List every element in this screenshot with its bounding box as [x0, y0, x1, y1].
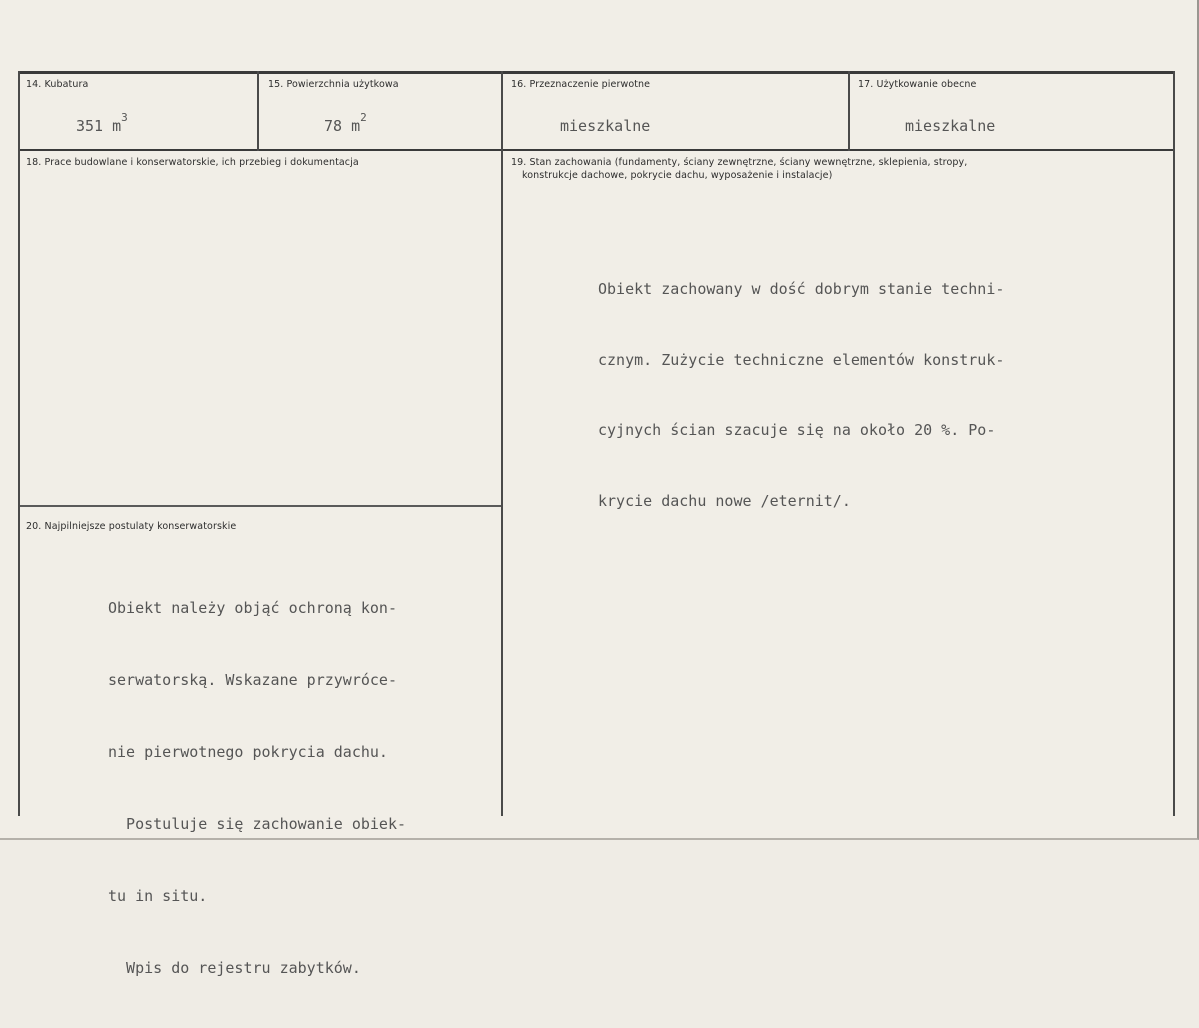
right-border [1173, 71, 1175, 816]
field-14-number: 351 m [76, 117, 122, 135]
field-20-line: Postuluje się zachowanie obiek- [108, 815, 407, 833]
divider-14-15 [257, 71, 259, 151]
field-18-label: 18. Prace budowlane i konserwatorskie, ich przebieg i dokumentacja [26, 157, 359, 168]
field-14-label: 14. Kubatura [26, 79, 89, 90]
field-20-line: Obiekt należy objąć ochroną kon- [108, 599, 397, 617]
field-19-line: cyjnych ścian szacuje się na około 20 %. Po- [598, 421, 996, 439]
field-15-number: 78 m [324, 117, 361, 135]
field-20-line: serwatorską. Wskazane przywróce- [108, 671, 397, 689]
field-15-value [324, 111, 367, 135]
top-rule [18, 71, 1175, 74]
divider-16-17 [848, 71, 850, 151]
field-19-line: Obiekt zachowany w dość dobrym stanie techni- [598, 280, 1005, 298]
field-19-line: cznym. Zużycie techniczne elementów konstruk- [598, 350, 1005, 369]
field-16-label: 16. Przeznaczenie pierwotne [511, 79, 651, 90]
field-15-exponent: 2 [360, 111, 367, 124]
field-20-label: 20. Najpilniejsze postulaty konserwatorskie [26, 521, 237, 532]
field-14-value [76, 111, 128, 135]
left-border [18, 71, 20, 816]
field-14-exponent: 3 [121, 111, 128, 124]
field-19-label-line1: 19. Stan zachowania (fundamenty, ściany zewnętrzne, ściany wewnętrzne, sklepienia, stropy, [511, 157, 968, 168]
field-20-line: Wpis do rejestru zabytków. [108, 959, 361, 977]
row-divider [18, 149, 1175, 151]
field-20-text [108, 548, 406, 1028]
field-17-label: 17. Użytkowanie obecne [858, 79, 977, 90]
field-20-line: nie pierwotnego pokrycia dachu. [108, 743, 388, 761]
center-divider [501, 71, 503, 816]
field-15-label: 15. Powierzchnia użytkowa [268, 79, 399, 90]
field-16-value: mieszkalne [560, 117, 651, 135]
field-19-text [598, 231, 1004, 560]
section-20-divider [18, 505, 502, 507]
field-19-label-line2: konstrukcje dachowe, pokrycie dachu, wyposażenie i instalacje) [522, 170, 833, 181]
field-20-line: tu in situ. [108, 887, 208, 905]
field-19-line: krycie dachu nowe /eternit/. [598, 491, 851, 510]
field-17-value: mieszkalne [905, 117, 996, 135]
